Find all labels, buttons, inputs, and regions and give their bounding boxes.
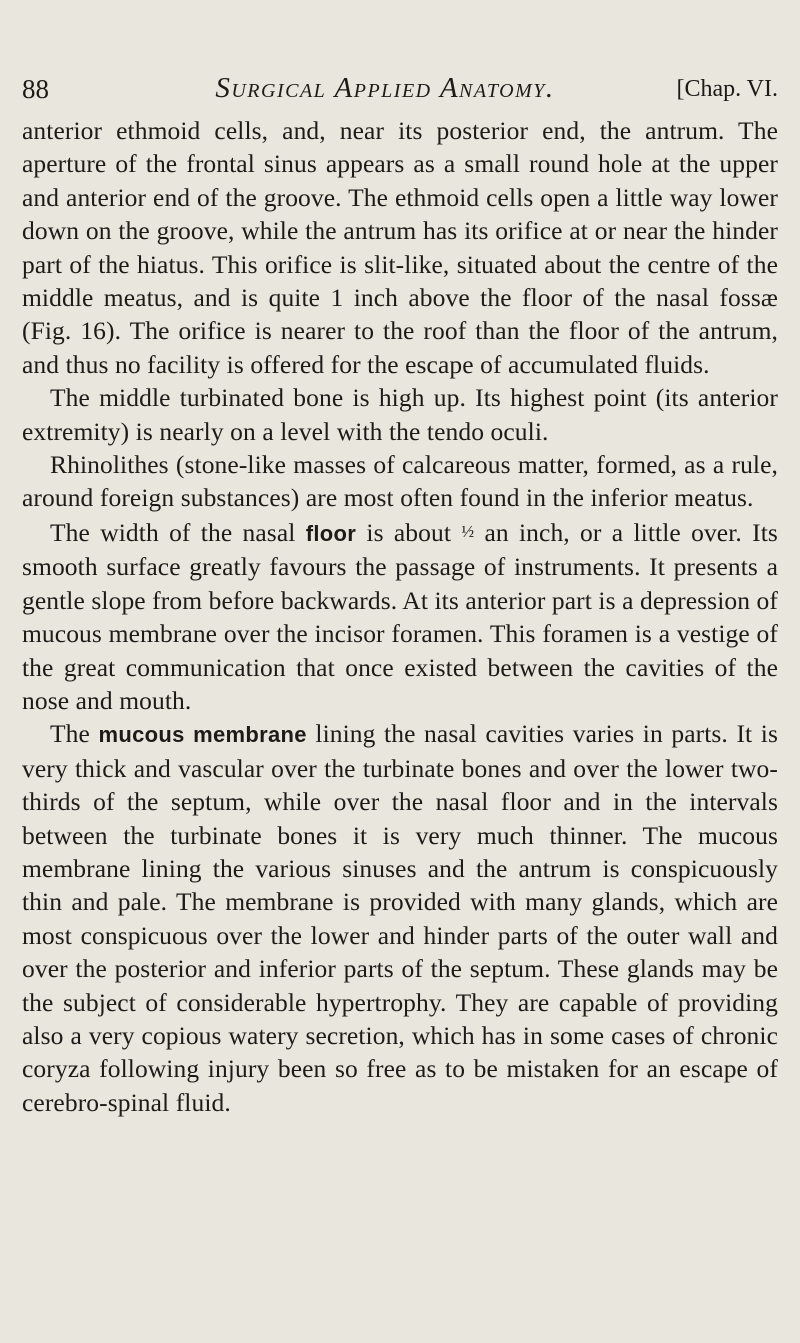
text-run: The (50, 719, 90, 749)
bold-term-mucous-membrane: mucous membrane (98, 722, 307, 748)
bold-term-floor: floor (305, 520, 357, 546)
page-number: 88 (22, 74, 49, 104)
paragraph-nasal-floor (22, 515, 778, 717)
text-run: The width of the nasal (50, 517, 296, 547)
paragraph-mucous-membrane (22, 717, 778, 1119)
page-body (22, 114, 778, 1119)
fraction-half: ½ (461, 521, 475, 541)
running-title: Surgical Applied Anatomy. (215, 72, 555, 104)
text-run: an inch, or a little over. Its smooth surface greatly favours the passage of instruments. It presents a gentle slope from before backwards. At its anterior part is a depression of mucous membrane over the incisor foramen. This foramen is a vestige of the great communication that once existed between the cavities of the nose and mouth. (22, 517, 778, 715)
paragraph-antrum-orifice: anterior ethmoid cells, and, near its posterior end, the antrum. The aperture of the frontal sinus appears as a small round hole at the upper and anterior end of the groove. The ethmoid cells open a little way lower down on the groove, while the antrum has its orifice at or near the hinder part of the hiatus. This orifice is slit-like, situated about the centre of the middle meatus, and is quite 1 inch above the floor of the nasal fossæ (Fig. 16). The orifice is nearer to the roof than the floor of the antrum, and thus no facility is offered for the escape of accumulated fluids. (22, 116, 778, 379)
text-run: is about (366, 517, 452, 547)
running-header (22, 68, 778, 108)
paragraph-middle-turbinated: The middle turbinated bone is high up. Its highest point (its anterior extremity) is nearly on a level with the tendo oculi. (22, 383, 778, 446)
paragraph-rhinolithes: Rhinolithes (stone-like masses of calcareous matter, formed, as a rule, around foreign substances) are most often found in the inferior meatus. (22, 450, 778, 513)
chapter-label: [Chap. VI. (676, 76, 778, 102)
text-run: lining the nasal cavities varies in parts. It is very thick and vascular over the turbinate bones and over the lower two-thirds of the septum, while over the nasal floor and in the intervals between the turbinate bones it is very much thinner. The mucous membrane lining the various sinuses and the antrum is conspicuously thin and pale. The membrane is provided with many glands, which are most conspicuous over the lower and hinder parts of the outer wall and over the posterior and inferior parts of the septum. These glands may be the subject of considerable hypertrophy. They are capable of providing also a very copious watery secretion, which has in some cases of chronic coryza following injury been so free as to be mistaken for an escape of cerebro-spinal fluid. (22, 719, 778, 1117)
